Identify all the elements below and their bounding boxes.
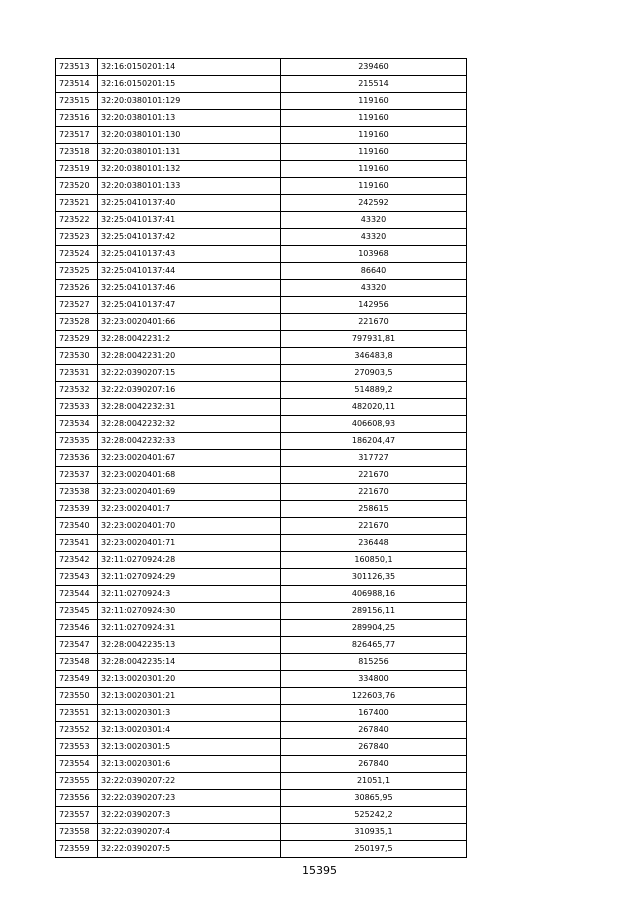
row-id-cell: 723552 <box>56 722 98 739</box>
table-row <box>56 586 467 603</box>
value-cell: 167400 <box>281 705 467 722</box>
value-cell: 334800 <box>281 671 467 688</box>
table-row <box>56 433 467 450</box>
cadastral-number-cell: 32:11:0270924:30 <box>98 603 281 620</box>
table-row <box>56 756 467 773</box>
value-cell: 239460 <box>281 59 467 76</box>
row-id-cell: 723534 <box>56 416 98 433</box>
value-cell: 43320 <box>281 212 467 229</box>
table-row <box>56 280 467 297</box>
value-cell: 122603,76 <box>281 688 467 705</box>
cadastral-number-cell: 32:20:0380101:130 <box>98 127 281 144</box>
cadastral-number-cell: 32:20:0380101:13 <box>98 110 281 127</box>
table-row <box>56 654 467 671</box>
records-table-body <box>56 59 467 858</box>
cadastral-number-cell: 32:28:0042232:32 <box>98 416 281 433</box>
row-id-cell: 723530 <box>56 348 98 365</box>
value-cell: 258615 <box>281 501 467 518</box>
table-row <box>56 841 467 858</box>
value-cell: 797931,81 <box>281 331 467 348</box>
cadastral-number-cell: 32:22:0390207:3 <box>98 807 281 824</box>
row-id-cell: 723515 <box>56 93 98 110</box>
cadastral-number-cell: 32:23:0020401:66 <box>98 314 281 331</box>
value-cell: 21051,1 <box>281 773 467 790</box>
row-id-cell: 723527 <box>56 297 98 314</box>
value-cell: 221670 <box>281 314 467 331</box>
row-id-cell: 723516 <box>56 110 98 127</box>
table-row <box>56 212 467 229</box>
row-id-cell: 723553 <box>56 739 98 756</box>
value-cell: 815256 <box>281 654 467 671</box>
cadastral-number-cell: 32:25:0410137:42 <box>98 229 281 246</box>
value-cell: 119160 <box>281 93 467 110</box>
value-cell: 119160 <box>281 178 467 195</box>
row-id-cell: 723556 <box>56 790 98 807</box>
table-row <box>56 348 467 365</box>
row-id-cell: 723539 <box>56 501 98 518</box>
value-cell: 236448 <box>281 535 467 552</box>
value-cell: 30865,95 <box>281 790 467 807</box>
cadastral-number-cell: 32:25:0410137:41 <box>98 212 281 229</box>
table-row <box>56 790 467 807</box>
row-id-cell: 723517 <box>56 127 98 144</box>
value-cell: 301126,35 <box>281 569 467 586</box>
row-id-cell: 723535 <box>56 433 98 450</box>
value-cell: 186204,47 <box>281 433 467 450</box>
cadastral-number-cell: 32:11:0270924:28 <box>98 552 281 569</box>
table-row <box>56 552 467 569</box>
value-cell: 119160 <box>281 144 467 161</box>
value-cell: 221670 <box>281 484 467 501</box>
cadastral-number-cell: 32:22:0390207:5 <box>98 841 281 858</box>
table-row <box>56 127 467 144</box>
cadastral-number-cell: 32:28:0042235:13 <box>98 637 281 654</box>
cadastral-number-cell: 32:11:0270924:29 <box>98 569 281 586</box>
cadastral-number-cell: 32:23:0020401:7 <box>98 501 281 518</box>
cadastral-number-cell: 32:20:0380101:129 <box>98 93 281 110</box>
table-row <box>56 722 467 739</box>
value-cell: 250197,5 <box>281 841 467 858</box>
row-id-cell: 723545 <box>56 603 98 620</box>
cadastral-number-cell: 32:28:0042232:33 <box>98 433 281 450</box>
cadastral-number-cell: 32:16:0150201:15 <box>98 76 281 93</box>
row-id-cell: 723554 <box>56 756 98 773</box>
table-row <box>56 229 467 246</box>
table-row <box>56 263 467 280</box>
row-id-cell: 723521 <box>56 195 98 212</box>
cadastral-number-cell: 32:11:0270924:31 <box>98 620 281 637</box>
table-row <box>56 620 467 637</box>
row-id-cell: 723542 <box>56 552 98 569</box>
cadastral-number-cell: 32:25:0410137:44 <box>98 263 281 280</box>
cadastral-number-cell: 32:23:0020401:68 <box>98 467 281 484</box>
records-table <box>55 58 467 858</box>
table-row <box>56 773 467 790</box>
table-row <box>56 195 467 212</box>
table-row <box>56 569 467 586</box>
cadastral-number-cell: 32:23:0020401:71 <box>98 535 281 552</box>
row-id-cell: 723540 <box>56 518 98 535</box>
cadastral-number-cell: 32:23:0020401:67 <box>98 450 281 467</box>
table-row <box>56 705 467 722</box>
row-id-cell: 723529 <box>56 331 98 348</box>
cadastral-number-cell: 32:28:0042231:2 <box>98 331 281 348</box>
table-row <box>56 331 467 348</box>
value-cell: 221670 <box>281 467 467 484</box>
table-row <box>56 824 467 841</box>
table-row <box>56 688 467 705</box>
cadastral-number-cell: 32:25:0410137:40 <box>98 195 281 212</box>
row-id-cell: 723526 <box>56 280 98 297</box>
value-cell: 103968 <box>281 246 467 263</box>
row-id-cell: 723551 <box>56 705 98 722</box>
value-cell: 119160 <box>281 127 467 144</box>
row-id-cell: 723541 <box>56 535 98 552</box>
row-id-cell: 723558 <box>56 824 98 841</box>
table-row <box>56 161 467 178</box>
row-id-cell: 723544 <box>56 586 98 603</box>
table-row <box>56 246 467 263</box>
row-id-cell: 723538 <box>56 484 98 501</box>
value-cell: 346483,8 <box>281 348 467 365</box>
cadastral-number-cell: 32:22:0390207:16 <box>98 382 281 399</box>
cadastral-number-cell: 32:25:0410137:47 <box>98 297 281 314</box>
row-id-cell: 723543 <box>56 569 98 586</box>
row-id-cell: 723532 <box>56 382 98 399</box>
cadastral-number-cell: 32:22:0390207:15 <box>98 365 281 382</box>
value-cell: 289156,11 <box>281 603 467 620</box>
table-row <box>56 637 467 654</box>
value-cell: 406988,16 <box>281 586 467 603</box>
table-row <box>56 484 467 501</box>
row-id-cell: 723522 <box>56 212 98 229</box>
cadastral-number-cell: 32:28:0042232:31 <box>98 399 281 416</box>
table-row <box>56 382 467 399</box>
table-row <box>56 603 467 620</box>
table-row <box>56 76 467 93</box>
value-cell: 142956 <box>281 297 467 314</box>
row-id-cell: 723528 <box>56 314 98 331</box>
row-id-cell: 723525 <box>56 263 98 280</box>
value-cell: 406608,93 <box>281 416 467 433</box>
row-id-cell: 723531 <box>56 365 98 382</box>
row-id-cell: 723537 <box>56 467 98 484</box>
cadastral-number-cell: 32:23:0020401:70 <box>98 518 281 535</box>
cadastral-number-cell: 32:20:0380101:131 <box>98 144 281 161</box>
value-cell: 267840 <box>281 756 467 773</box>
table-row <box>56 450 467 467</box>
value-cell: 267840 <box>281 739 467 756</box>
table-row <box>56 671 467 688</box>
cadastral-number-cell: 32:13:0020301:4 <box>98 722 281 739</box>
value-cell: 119160 <box>281 161 467 178</box>
row-id-cell: 723533 <box>56 399 98 416</box>
row-id-cell: 723546 <box>56 620 98 637</box>
value-cell: 514889,2 <box>281 382 467 399</box>
cadastral-number-cell: 32:13:0020301:5 <box>98 739 281 756</box>
cadastral-number-cell: 32:22:0390207:22 <box>98 773 281 790</box>
table-row <box>56 399 467 416</box>
row-id-cell: 723519 <box>56 161 98 178</box>
cadastral-number-cell: 32:16:0150201:14 <box>98 59 281 76</box>
table-row <box>56 110 467 127</box>
value-cell: 826465,77 <box>281 637 467 654</box>
table-row <box>56 59 467 76</box>
value-cell: 43320 <box>281 280 467 297</box>
table-row <box>56 93 467 110</box>
cadastral-number-cell: 32:28:0042235:14 <box>98 654 281 671</box>
value-cell: 160850,1 <box>281 552 467 569</box>
row-id-cell: 723547 <box>56 637 98 654</box>
table-row <box>56 467 467 484</box>
table-row <box>56 416 467 433</box>
table-row <box>56 535 467 552</box>
value-cell: 119160 <box>281 110 467 127</box>
cadastral-number-cell: 32:13:0020301:6 <box>98 756 281 773</box>
table-row <box>56 501 467 518</box>
table-row <box>56 144 467 161</box>
row-id-cell: 723550 <box>56 688 98 705</box>
cadastral-number-cell: 32:11:0270924:3 <box>98 586 281 603</box>
cadastral-number-cell: 32:13:0020301:3 <box>98 705 281 722</box>
cadastral-number-cell: 32:25:0410137:46 <box>98 280 281 297</box>
row-id-cell: 723520 <box>56 178 98 195</box>
value-cell: 267840 <box>281 722 467 739</box>
cadastral-number-cell: 32:20:0380101:132 <box>98 161 281 178</box>
cadastral-number-cell: 32:22:0390207:23 <box>98 790 281 807</box>
cadastral-number-cell: 32:28:0042231:20 <box>98 348 281 365</box>
table-row <box>56 518 467 535</box>
table-row <box>56 365 467 382</box>
cadastral-number-cell: 32:25:0410137:43 <box>98 246 281 263</box>
value-cell: 242592 <box>281 195 467 212</box>
cadastral-number-cell: 32:13:0020301:20 <box>98 671 281 688</box>
value-cell: 317727 <box>281 450 467 467</box>
cadastral-number-cell: 32:13:0020301:21 <box>98 688 281 705</box>
value-cell: 215514 <box>281 76 467 93</box>
value-cell: 270903,5 <box>281 365 467 382</box>
cadastral-number-cell: 32:23:0020401:69 <box>98 484 281 501</box>
row-id-cell: 723524 <box>56 246 98 263</box>
table-row <box>56 314 467 331</box>
table-row <box>56 178 467 195</box>
row-id-cell: 723548 <box>56 654 98 671</box>
value-cell: 221670 <box>281 518 467 535</box>
table-row <box>56 807 467 824</box>
value-cell: 43320 <box>281 229 467 246</box>
table-row <box>56 739 467 756</box>
row-id-cell: 723523 <box>56 229 98 246</box>
value-cell: 310935,1 <box>281 824 467 841</box>
row-id-cell: 723514 <box>56 76 98 93</box>
row-id-cell: 723559 <box>56 841 98 858</box>
table-row <box>56 297 467 314</box>
row-id-cell: 723518 <box>56 144 98 161</box>
row-id-cell: 723557 <box>56 807 98 824</box>
row-id-cell: 723549 <box>56 671 98 688</box>
cadastral-number-cell: 32:20:0380101:133 <box>98 178 281 195</box>
row-id-cell: 723536 <box>56 450 98 467</box>
value-cell: 525242,2 <box>281 807 467 824</box>
value-cell: 482020,11 <box>281 399 467 416</box>
row-id-cell: 723555 <box>56 773 98 790</box>
value-cell: 289904,25 <box>281 620 467 637</box>
cadastral-number-cell: 32:22:0390207:4 <box>98 824 281 841</box>
value-cell: 86640 <box>281 263 467 280</box>
page-number: 15395 <box>302 864 337 877</box>
row-id-cell: 723513 <box>56 59 98 76</box>
